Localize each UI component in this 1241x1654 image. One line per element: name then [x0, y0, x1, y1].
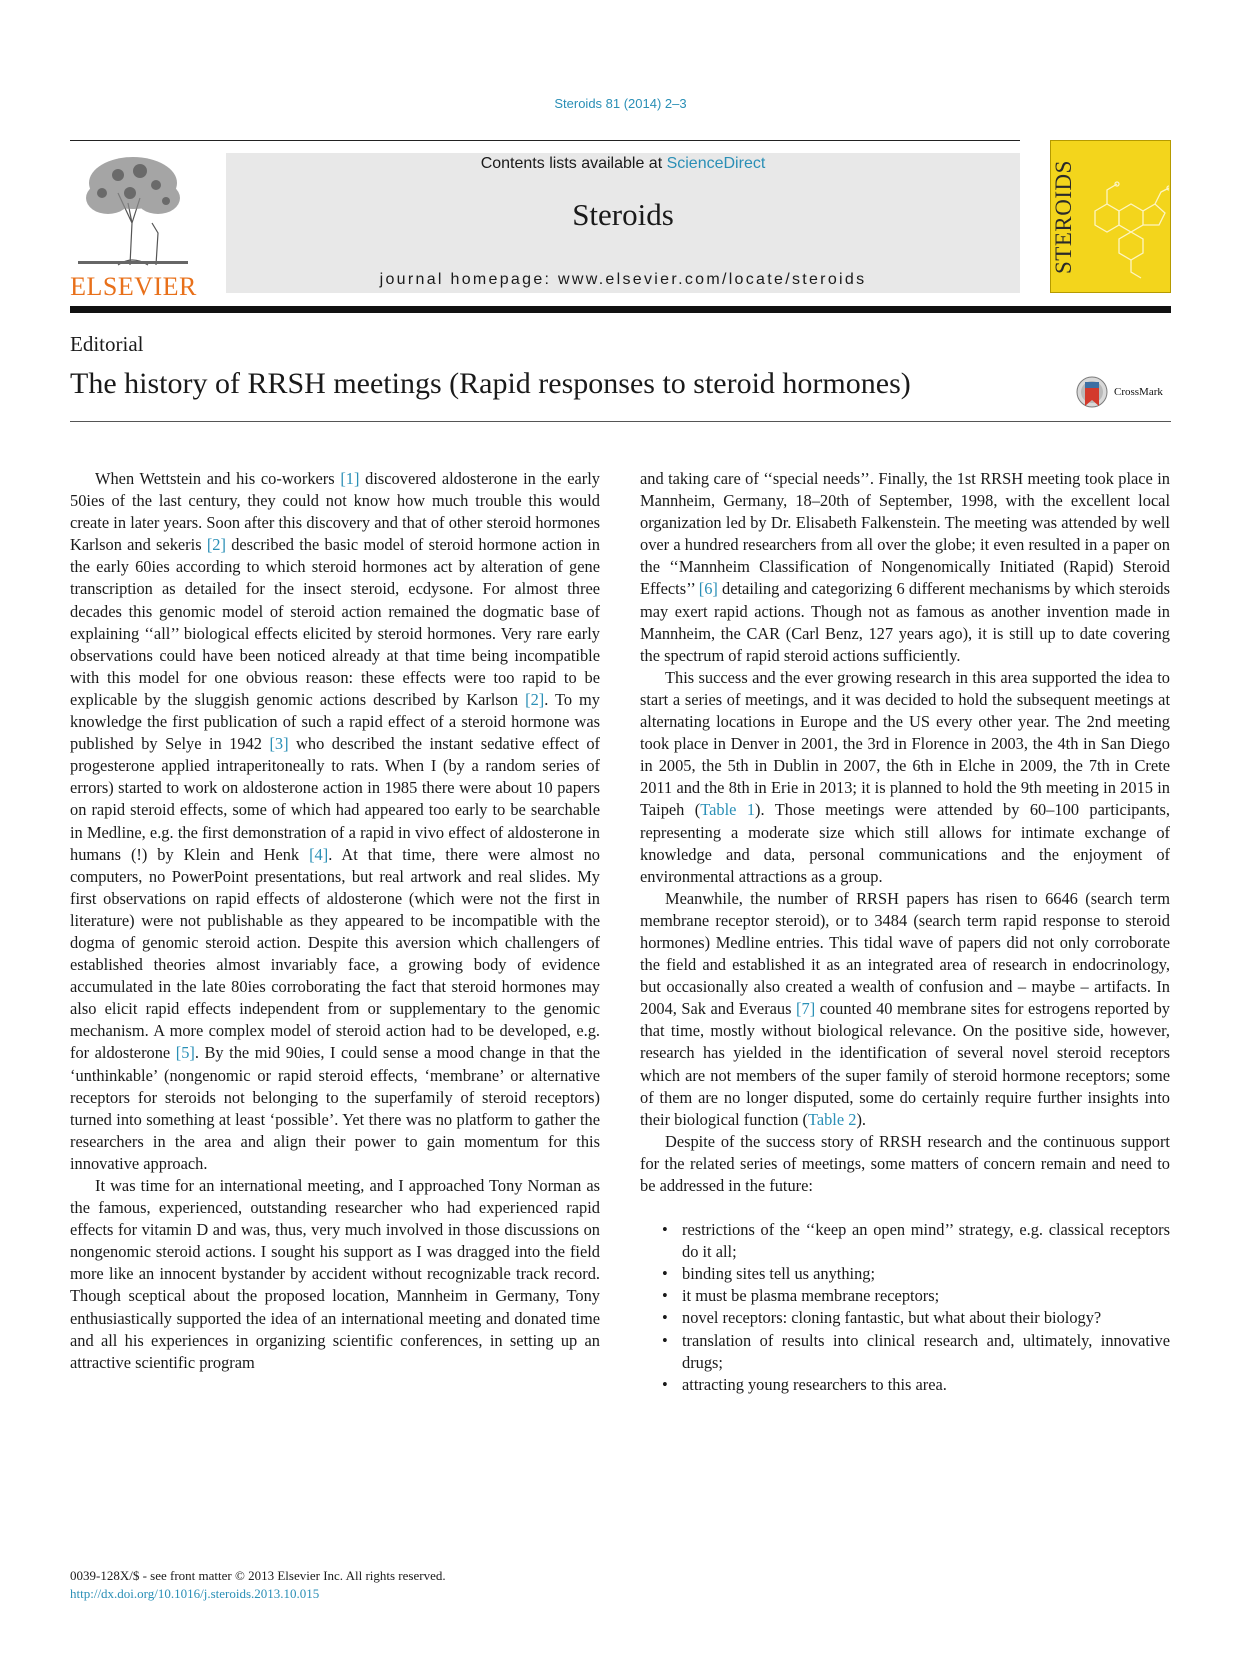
paragraph — [640, 468, 1170, 667]
masthead-bottom-rule — [70, 306, 1171, 313]
reference-link[interactable]: [4] — [309, 844, 329, 864]
list-item-text: attracting young researchers to this area. — [682, 1374, 947, 1394]
sciencedirect-link[interactable]: ScienceDirect — [666, 155, 766, 172]
reference-link[interactable]: [6] — [698, 579, 718, 599]
contents-prefix: Contents lists available at — [480, 155, 667, 172]
text-run: ). Those meetings were attended by 60–100 participants, representing a moderate size which still allows for intimate exchange of knowledge and data, personal communications and the enjoyment of environmental attractions as a group. — [640, 800, 1170, 886]
journal-citation[interactable]: Steroids 81 (2014) 2–3 — [554, 96, 687, 111]
crossmark-badge[interactable] — [1076, 376, 1176, 410]
text-run: and taking care of ‘‘special needs’’. Finally, the 1st RRSH meeting took place in Mannheim, Germany, 18–20th of September, 1998, with the excellent local organization led by Dr. Elisabeth Falkenstein. The meeting was attended by well over a hundred researchers from all over the globe; it even resulted in a paper on the ‘‘Mannheim Classification of Nongenomically Initiated (Rapid) Steroid Effects’’ — [640, 469, 1170, 599]
elsevier-wordmark: ELSEVIER — [70, 272, 197, 301]
list-item-text: restrictions of the ‘‘keep an open mind’’ strategy, e.g. classical receptors do it all; — [682, 1220, 1170, 1262]
bullet-icon: • — [662, 1286, 668, 1306]
contents-availability — [226, 155, 1020, 173]
reference-link[interactable]: [3] — [269, 734, 289, 754]
page-footer — [70, 1567, 446, 1603]
bullet-icon: • — [662, 1220, 668, 1240]
paragraph — [640, 888, 1170, 1131]
table-link[interactable]: Table 2 — [807, 1109, 857, 1129]
list-item — [640, 1374, 1170, 1396]
article-section-label: Editorial — [70, 332, 144, 356]
reference-link[interactable]: [1] — [340, 469, 360, 488]
bullet-icon: • — [662, 1308, 668, 1328]
reference-link[interactable]: [7] — [796, 999, 816, 1019]
elsevier-tree-icon — [78, 153, 188, 268]
bullet-icon: • — [662, 1264, 668, 1284]
table-link[interactable]: Table 1 — [700, 800, 756, 820]
text-run: detailing and categorizing 6 different mechanisms by which steroids may exert rapid actions. Though not as famous as another invention made in Mannheim, the CAR (Carl Benz, 127 years ago), it is still up to date covering the spectrum of rapid steroid actions sufficiently. — [640, 579, 1170, 665]
text-run: When Wettstein and his co-workers — [95, 469, 341, 488]
header-rule — [70, 140, 1020, 141]
list-item — [640, 1219, 1170, 1263]
bullet-icon: • — [662, 1374, 668, 1394]
bullet-icon: • — [662, 1330, 668, 1350]
text-run: ). — [856, 1109, 866, 1129]
crossmark-label: CrossMark — [1114, 386, 1163, 398]
article-title: The history of RRSH meetings (Rapid responses to steroid hormones) — [70, 367, 911, 400]
concerns-list — [640, 1219, 1170, 1396]
title-rule — [70, 421, 1171, 422]
crossmark-icon — [1076, 376, 1108, 408]
paragraph — [640, 667, 1170, 888]
list-item-text: binding sites tell us anything; — [682, 1264, 876, 1284]
list-item — [640, 1263, 1170, 1285]
text-run: This success and the ever growing research in this area supported the idea to start a series of meetings, and it was decided to hold the subsequent meetings at alternating locations in Europe and the US every other year. The 2nd meeting took place in Denver in 2001, the 3rd in Florence in 2003, the 4th in San Diego in 2005, the 5th in Dublin in 2007, the 6th in Elche in 2009, the 7th in Crete 2011 and the 8th in Erie in 2013; it is planned to hold the 9th meeting in 2015 in Taipeh ( — [640, 667, 1170, 820]
list-item-text: it must be plasma membrane receptors; — [682, 1286, 940, 1306]
text-run: . At that time, there were almost no computers, no PowerPoint presentations, but real artwork and real slides. My first observations on rapid effects of aldosterone (which were not the first in literature) were not publishable as they appeared to be incompatible with the dogma of genomic steroid action. Despite this aversion which challengers of established theories almost invariably face, a growing body of evidence accumulated in the late 80ies corroborating the fact that steroid hormones may also elicit rapid effects independent from or supplementary to the genomic mechanism. A more complex model of steroid action had to be developed, e.g. for aldosterone — [70, 844, 600, 1063]
text-run: who described the instant sedative effect of progesterone applied intraperitoneally to rats. When I (by a random series of errors) started to work on aldosterone action in 1985 there were about 10 papers on rapid steroid effects, some of which had appeared too early to be searchable in Medline, e.g. the first demonstration of a rapid in vivo effect of aldosterone in humans (!) by Klein and Henk — [70, 734, 601, 864]
list-item-text: translation of results into clinical research and, ultimately, innovative drugs; — [682, 1330, 1170, 1372]
reference-link[interactable]: [2] — [525, 689, 545, 709]
reference-link[interactable]: [5] — [175, 1043, 195, 1063]
copyright-line: 0039-128X/$ - see front matter © 2013 Elsevier Inc. All rights reserved. — [70, 1568, 446, 1583]
body-column-right — [640, 468, 1170, 1396]
elsevier-logo[interactable] — [70, 153, 197, 301]
text-run: discovered aldosterone in the early 50ies of the last century, they could not know how much trouble this would create in later years. Soon after this discovery and that of other steroid hormones Karlson and sekeris — [70, 469, 600, 555]
journal-masthead — [226, 153, 1020, 293]
molecule-structure-icon — [1085, 151, 1169, 291]
journal-homepage[interactable]: journal homepage: www.elsevier.com/locate/steroids — [379, 271, 867, 288]
cover-title: STEROIDS — [1051, 160, 1076, 275]
list-item — [640, 1307, 1170, 1329]
text-run: Meanwhile, the number of RRSH papers has risen to 6646 (search term membrane receptor steroid), or to 3484 (search term rapid response to steroid hormones) Medline entries. This tidal wave of papers did not only corroborate the field and established it as an integrated area of research in endocrinology, but occasionally also created a wealth of confusion and – maybe – artifacts. In 2004, Sak and Everaus — [640, 888, 1170, 1019]
doi-link[interactable]: http://dx.doi.org/10.1016/j.steroids.2013.10.015 — [70, 1586, 320, 1601]
paragraph — [70, 468, 600, 1175]
paragraph: It was time for an international meeting, and I approached Tony Norman as the famous, experienced, outstanding researcher who had experienced rapid effects for vitamin D and was, thus, very much involved in those discussions on nongenomic steroid actions. I sought his support as I was dragged into the field more like an innocent bystander by accident without recognizable track record. Though sceptical about the proposed location, Mannheim in Germany, Tony enthusiastically supported the idea of an international meeting and donated time and all his experiences in organizing scientific conferences, in setting up an attractive scientific program — [70, 1176, 600, 1372]
paragraph: Despite of the success story of RRSH research and the continuous support for the related series of meetings, some matters of concern remain and need to be addressed in the future: — [640, 1131, 1170, 1195]
text-run: described the basic model of steroid hormone action in the early 60ies according to which steroid hormones act by alteration of gene transcription as detailed for the insect steroid, ecdysone. For almost three decades this genomic model of steroid action remained the dogmatic base of explaining ‘‘all’’ biological effects elicited by steroid hormones. Very rare early observations could have been noticed already at that time being incompatible with this model for one obvious reason: these effects were too rapid to be explicable by the sluggish genomic actions described by Karlson — [70, 535, 600, 709]
body-column-left — [70, 468, 600, 1374]
list-item — [640, 1285, 1170, 1307]
reference-link[interactable]: [2] — [206, 535, 226, 555]
text-run: . To my knowledge the first publication of such a rapid effect of a steroid hormone was published by Selye in 1942 — [70, 689, 600, 754]
journal-cover[interactable] — [1050, 140, 1171, 293]
list-item-text: novel receptors: cloning fantastic, but what about their biology? — [682, 1308, 1102, 1328]
text-run: . By the mid 90ies, I could sense a mood change in that the ‘unthinkable’ (nongenomic or rapid steroid effects, ‘membrane’ or alternative receptors for steroids not belonging to the superfamily of steroid receptors) turned into something at least ‘possible’. Yet there was no platform to gather the researchers in the area and align their power to gain momentum for this innovative approach. — [70, 1043, 600, 1173]
text-run: counted 40 membrane sites for estrogens reported by that time, mostly without biological relevance. On the positive side, however, research has yielded in the identification of several novel steroid receptors which are not members of the super family of steroid hormone receptors; some of them are no longer disputed, some do certainly require further insights into their biological function ( — [640, 999, 1171, 1129]
list-item — [640, 1330, 1170, 1374]
journal-name: Steroids — [572, 197, 674, 232]
